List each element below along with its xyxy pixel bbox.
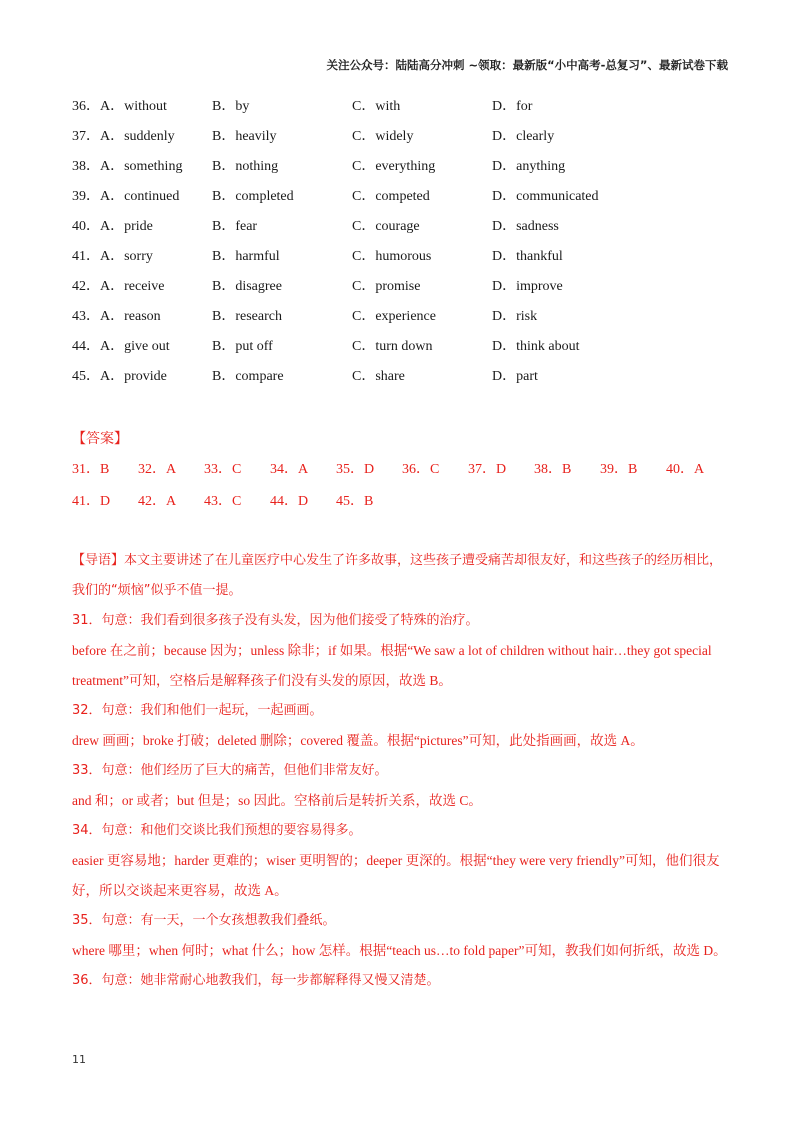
option-row-41 — [72, 246, 732, 276]
answer-item: 32．A — [138, 462, 177, 477]
option-c: C．competed — [352, 189, 430, 204]
answer-item: 45．B — [336, 494, 374, 509]
option-row-45 — [72, 366, 732, 396]
page-header: 关注公众号：陆陆高分冲刺 ~领取：最新版“小中高考-总复习”、最新试卷下载 — [326, 58, 728, 72]
option-row-42 — [72, 276, 732, 306]
explanation-line: 32．句意：我们和他们一起玩，一起画画。 — [72, 703, 323, 718]
option-d: D．risk — [492, 309, 538, 324]
option-a: 38．A．something — [72, 159, 183, 174]
answer-item: 34．A — [270, 462, 309, 477]
option-row-36 — [72, 96, 732, 126]
option-c: C．experience — [352, 309, 436, 324]
explanation-line: easier 更容易地；harder 更难的；wiser 更明智的；deeper 更深的。根据“they were very friendly”可知，他们很友好，所以交谈起来更容易，故选 A。 — [72, 853, 720, 898]
explanation-line: 34．句意：和他们交谈比我们预想的要容易得多。 — [72, 823, 362, 838]
option-c: C．everything — [352, 159, 436, 174]
option-b: B．fear — [212, 219, 258, 234]
option-a: 36．A．without — [72, 99, 167, 114]
answer-item: 31．B — [72, 462, 110, 477]
answer-title: 【答案】 — [72, 431, 128, 447]
explanation-line: 31．句意：我们看到很多孩子没有头发，因为他们接受了特殊的治疗。 — [72, 613, 479, 628]
option-d: D．communicated — [492, 189, 599, 204]
option-d: D．for — [492, 99, 533, 114]
explanation-line: drew 画画；broke 打破；deleted 删除；covered 覆盖。根据“pictures”可知，此处指画画，故选 A。 — [72, 733, 644, 748]
option-a: 43．A．reason — [72, 309, 161, 324]
option-c: C．widely — [352, 129, 414, 144]
option-d: D．thankful — [492, 249, 563, 264]
option-b: B．put off — [212, 339, 273, 354]
explanation-line: 33．句意：他们经历了巨大的痛苦，但他们非常友好。 — [72, 763, 388, 778]
answer-item: 43．C — [204, 494, 242, 509]
explanation-line: before 在之前；because 因为；unless 除非；if 如果。根据“We saw a lot of children without hair…they got special treatment”可知，空格后是解释孩子们没有头发的原因，故选 B。 — [72, 643, 712, 688]
answer-row-1 — [72, 458, 732, 482]
option-d: D．sadness — [492, 219, 559, 234]
option-c: C．share — [352, 369, 405, 384]
option-c: C．with — [352, 99, 401, 114]
explanation-line: and 和；or 或者；but 但是；so 因此。空格前后是转折关系，故选 C。 — [72, 793, 482, 808]
explanation-block — [72, 546, 728, 996]
option-d: D．improve — [492, 279, 563, 294]
option-row-38 — [72, 156, 732, 186]
option-b: B．compare — [212, 369, 284, 384]
option-a: 40．A．pride — [72, 219, 153, 234]
answer-item: 39．B — [600, 462, 638, 477]
answer-row-2 — [72, 490, 732, 514]
option-d: D．think about — [492, 339, 580, 354]
option-a: 44．A．give out — [72, 339, 170, 354]
option-a: 37．A．suddenly — [72, 129, 175, 144]
option-b: B．heavily — [212, 129, 277, 144]
option-b: B．by — [212, 99, 250, 114]
option-c: C．promise — [352, 279, 421, 294]
answer-item: 33．C — [204, 462, 242, 477]
answer-item: 35．D — [336, 462, 375, 477]
answer-item: 41．D — [72, 494, 111, 509]
page-number: 11 — [72, 1053, 86, 1066]
explanation-line: 36．句意：她非常耐心地教我们，每一步都解释得又慢又清楚。 — [72, 973, 440, 988]
option-b: B．disagree — [212, 279, 282, 294]
option-c: C．turn down — [352, 339, 433, 354]
option-b: B．research — [212, 309, 282, 324]
option-d: D．part — [492, 369, 538, 384]
explanation-line: where 哪里；when 何时；what 什么；how 怎样。根据“teach us…to fold paper”可知，教我们如何折纸，故选 D。 — [72, 943, 727, 958]
option-c: C．courage — [352, 219, 420, 234]
option-a: 45．A．provide — [72, 369, 167, 384]
options-list — [72, 96, 732, 396]
option-row-39 — [72, 186, 732, 216]
explanation-line: 35．句意：有一天，一个女孩想教我们叠纸。 — [72, 913, 336, 928]
answer-item: 38．B — [534, 462, 572, 477]
option-d: D．anything — [492, 159, 566, 174]
guide-paragraph: 【导语】本文主要讲述了在儿童医疗中心发生了许多故事，这些孩子遭受痛苦却很友好，和这些孩子的经历相比，我们的“烦恼”似乎不值一提。 — [72, 553, 723, 598]
option-a: 42．A．receive — [72, 279, 165, 294]
option-b: B．harmful — [212, 249, 280, 264]
answer-item: 37．D — [468, 462, 507, 477]
option-d: D．clearly — [492, 129, 555, 144]
answer-item: 44．D — [270, 494, 309, 509]
answer-item: 36．C — [402, 462, 440, 477]
option-a: 41．A．sorry — [72, 249, 153, 264]
answer-item: 42．A — [138, 494, 177, 509]
option-a: 39．A．continued — [72, 189, 180, 204]
option-row-43 — [72, 306, 732, 336]
option-row-44 — [72, 336, 732, 366]
option-row-37 — [72, 126, 732, 156]
option-b: B．nothing — [212, 159, 279, 174]
option-row-40 — [72, 216, 732, 246]
option-c: C．humorous — [352, 249, 432, 264]
option-b: B．completed — [212, 189, 294, 204]
answer-item: 40．A — [666, 462, 705, 477]
